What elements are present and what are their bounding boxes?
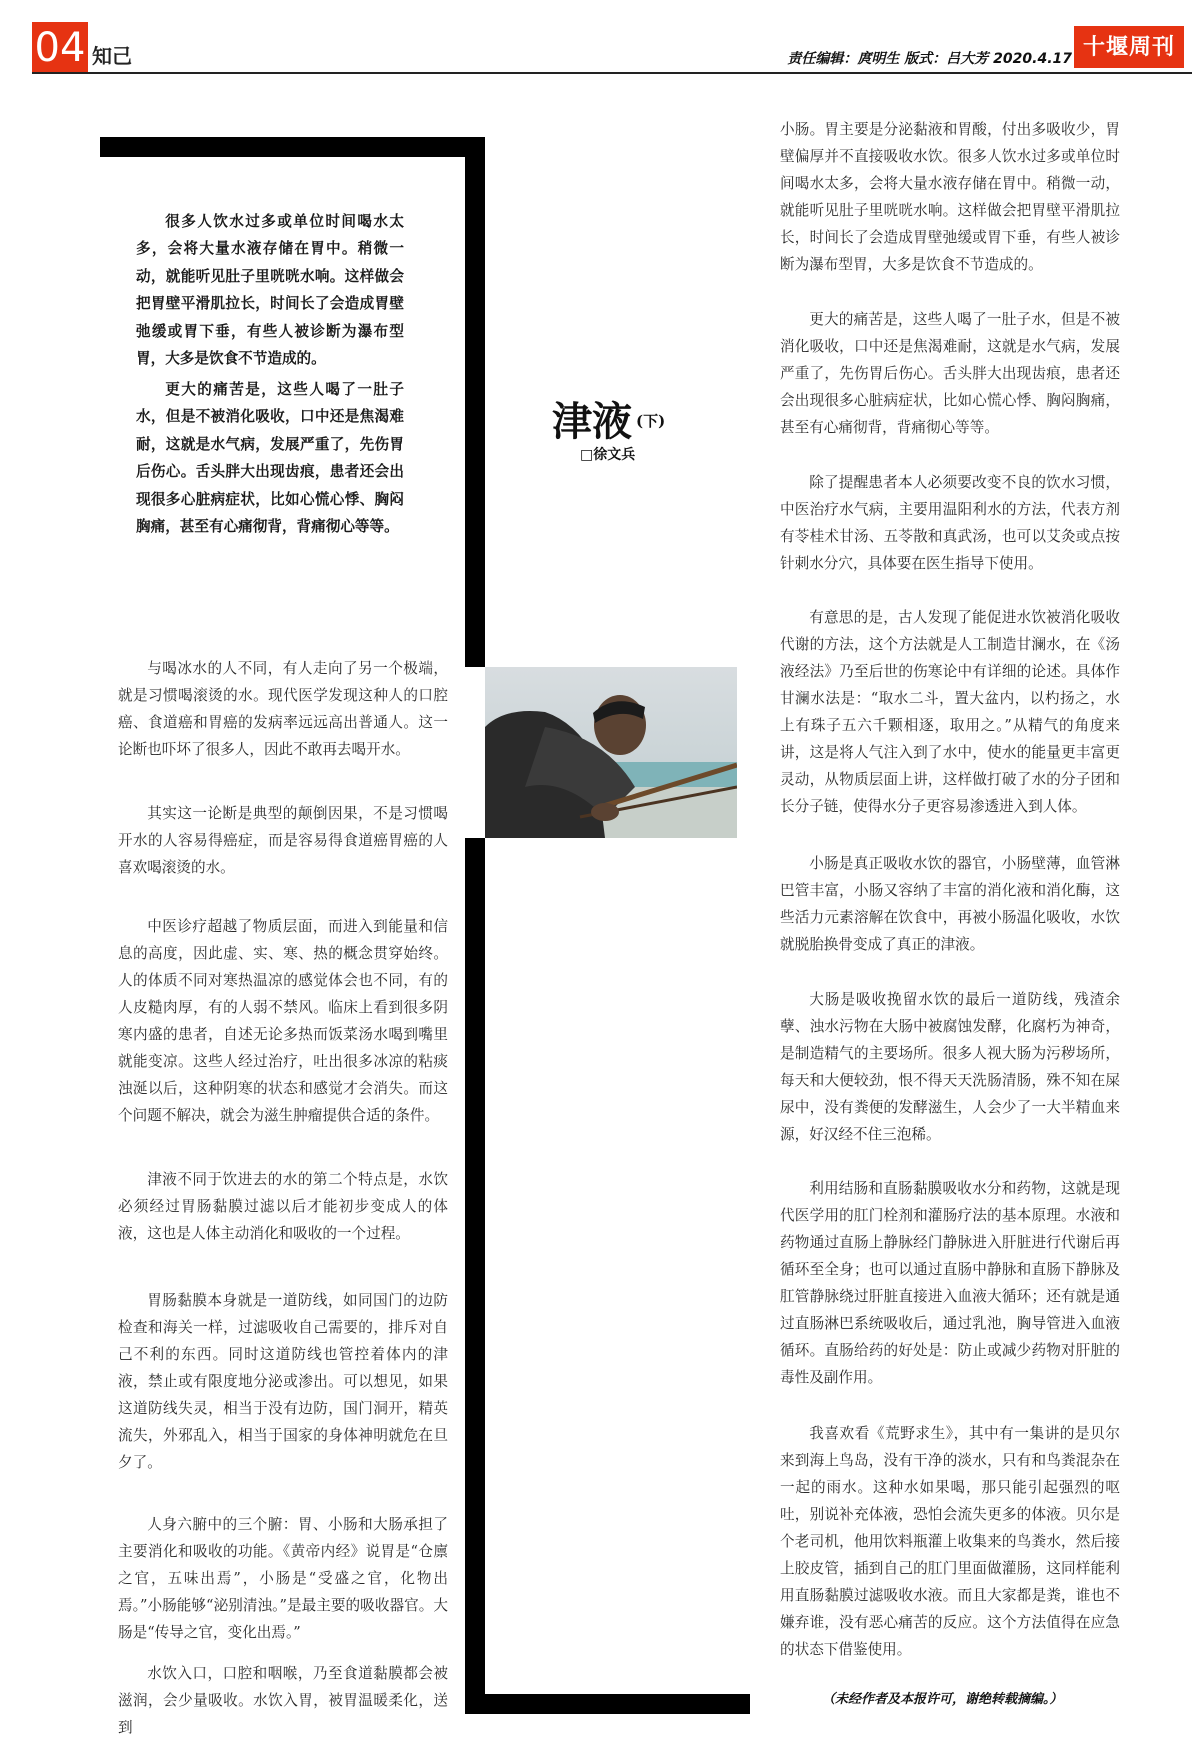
header-rule: [32, 72, 1192, 74]
right-paragraph-7: 利用结肠和直肠黏膜吸收水分和药物，这就是现代医学用的肛门栓剂和灌肠疗法的基本原理。水液和药物通过直肠上静脉经门静脉进入肝脏进行代谢后再循环至全身；也可以通过直肠中静脉和直肠下静脉及肛管静脉绕过肝脏直接进入血液大循环；还有就是通过直肠淋巴系统吸收后，通过乳池，胸导管进入血液循环。直肠给药的好处是：防止或减少药物对肝脏的毒性及副作用。: [780, 1180, 1120, 1386]
frame-top-bar: [100, 137, 485, 157]
article-photo: [485, 667, 737, 838]
right-paragraph-6: 大肠是吸收挽留水饮的最后一道防线，残渣余孽、浊水污物在大肠中被腐蚀发酵，化腐朽为神奇，是制造精气的主要场所。很多人视大肠为污秽场所，每天和大便较劲，恨不得天天洗肠清肠，殊不知在屎尿中，没有粪便的发酵滋生，人会少了一大半精血来源，好汉经不住三泡稀。: [780, 991, 1120, 1143]
right-paragraph-5: 小肠是真正吸收水饮的器官，小肠壁薄，血管淋巴管丰富，小肠又容纳了丰富的消化液和消化酶，这些活力元素溶解在饮食中，再被小肠温化吸收，水饮就脱胎换骨变成了真正的津液。: [780, 855, 1120, 953]
left-paragraph-7: 水饮入口，口腔和咽喉，乃至食道黏膜都会被滋润，会少量吸收。水饮入胃，被胃温暖柔化，送到: [118, 1665, 448, 1736]
right-paragraph-2: 更大的痛苦是，这些人喝了一肚子水，但是不被消化吸收，口中还是焦渴难耐，这就是水气病，发展严重了，先伤胃后伤心。舌头胖大出现齿痕，患者还会出现很多心脏病症状，比如心慌心悸、胸闷胸痛，甚至有心痛彻背，背痛彻心等等。: [780, 311, 1120, 436]
article-title: 津液: [552, 398, 632, 445]
frame-vertical-bar-lower: [465, 838, 485, 1714]
section-name: 知己: [92, 44, 132, 68]
photo-man-on-beach: [485, 667, 737, 838]
article-byline: □徐文兵: [580, 447, 636, 463]
left-paragraph-1: 与喝冰水的人不同，有人走向了另一个极端，就是习惯喝滚烫的水。现代医学发现这种人的口腔癌、食道癌和胃癌的发病率远远高出普通人。这一论断也吓坏了很多人，因此不敢再去喝开水。: [118, 660, 448, 758]
left-paragraph-3: 中医诊疗超越了物质层面，而进入到能量和信息的高度，因此虚、实、寒、热的概念贯穿始终。人的体质不同对寒热温凉的感觉体会也不同，有的人皮糙肉厚，有的人弱不禁风。临床上看到很多阴寒内盛的患者，自述无论多热而饭菜汤水喝到嘴里就能变凉。这些人经过治疗，吐出很多冰凉的粘痰浊涎以后，这种阴寒的状态和感觉才会消失。而这个问题不解决，就会为滋生肿瘤提供合适的条件。: [118, 918, 448, 1124]
pull-quote-paragraph: 很多人饮水过多或单位时间喝水太多，会将大量水液存储在胃中。稍微一动，就能听见肚子里咣咣水响。这样做会把胃壁平滑肌拉长，时间长了会造成胃壁弛缓或胃下垂，有些人被诊断为瀑布型胃，大多是饮食不节造成的。: [136, 213, 404, 368]
left-paragraph-5: 胃肠黏膜本身就是一道防线，如同国门的边防检查和海关一样，过滤吸收自己需要的，排斥对自己不利的东西。同时这道防线也管控着体内的津液，禁止或有限度地分泌或渗出。可以想见，如果这道防线失灵，相当于没有边防，国门洞开，精英流失，外邪乱入，相当于国家的身体神明就危在旦夕了。: [118, 1292, 448, 1471]
right-paragraph-1: 小肠。胃主要是分泌黏液和胃酸，付出多吸收少，胃壁偏厚并不直接吸收水饮。很多人饮水过多或单位时间喝水太多，会将大量水液存储在胃中。稍微一动，就能听见肚子里咣咣水响。这样做会把胃壁平滑肌拉长，时间长了会造成胃壁弛缓或胃下垂，有些人被诊断为瀑布型胃，大多是饮食不节造成的。: [780, 121, 1120, 273]
masthead-logo: 十堰周刊: [1074, 26, 1184, 68]
article-title-suffix: (下): [636, 412, 666, 430]
right-paragraph-4: 有意思的是，古人发现了能促进水饮被消化吸收代谢的方法，这个方法就是人工制造甘澜水，在《汤液经法》乃至后世的伤寒论中有详细的论述。具体作甘澜水法是：“取水二斗，置大盆内，以杓扬之，水上有珠子五六千颗相逐，取用之。”从精气的角度来讲，这是将人气注入到了水中，使水的能量更丰富更灵动，从物质层面上讲，这样做打破了水的分子团和长分子链，使得水分子更容易渗透进入到人体。: [780, 609, 1120, 815]
copyright-note: （未经作者及本报许可，谢绝转载摘编。）: [822, 1692, 1063, 1707]
left-paragraph-6: 人身六腑中的三个腑：胃、小肠和大肠承担了主要消化和吸收的功能。《黄帝内经》说胃是“仓廪之官，五味出焉”，小肠是“受盛之官，化物出焉。”小肠能够“泌别清浊。”是最主要的吸收器官。大肠是“传导之官，变化出焉。”: [118, 1516, 448, 1641]
right-paragraph-8: 我喜欢看《荒野求生》，其中有一集讲的是贝尔来到海上鸟岛，没有干净的淡水，只有和鸟粪混杂在一起的雨水。这种水如果喝，那只能引起强烈的呕吐，别说补充体液，恐怕会流失更多的体液。贝尔是个老司机，他用饮料瓶灌上收集来的鸟粪水，然后接上胶皮管，插到自己的肛门里面做灌肠，这同样能利用直肠黏膜过滤吸收水液。而且大家都是粪，谁也不嫌弃谁，没有恶心痛苦的反应。这个方法值得在应急的状态下借鉴使用。: [780, 1425, 1120, 1658]
left-paragraph-2: 其实这一论断是典型的颠倒因果，不是习惯喝开水的人容易得癌症，而是容易得食道癌胃癌的人喜欢喝滚烫的水。: [118, 805, 448, 876]
left-paragraph-4: 津液不同于饮进去的水的第二个特点是，水饮必须经过胃肠黏膜过滤以后才能初步变成人的体液，这也是人体主动消化和吸收的一个过程。: [118, 1171, 448, 1242]
editor-credits: 责任编辑：庹明生 版式：吕大芳 2020.4.17: [787, 51, 1072, 67]
frame-bottom-bar: [465, 1694, 750, 1714]
frame-vertical-bar: [465, 137, 485, 667]
right-paragraph-3: 除了提醒患者本人必须要改变不良的饮水习惯，中医治疗水气病，主要用温阳利水的方法，代表方剂有苓桂术甘汤、五苓散和真武汤，也可以艾灸或点按针刺水分穴，具体要在医生指导下使用。: [780, 474, 1120, 572]
pull-quote-paragraph: 更大的痛苦是，这些人喝了一肚子水，但是不被消化吸收，口中还是焦渴难耐，这就是水气病，发展严重了，先伤胃后伤心。舌头胖大出现齿痕，患者还会出现很多心脏病症状，比如心慌心悸、胸闷胸痛，甚至有心痛彻背，背痛彻心等等。: [136, 381, 404, 536]
page-number: 04: [32, 22, 88, 74]
